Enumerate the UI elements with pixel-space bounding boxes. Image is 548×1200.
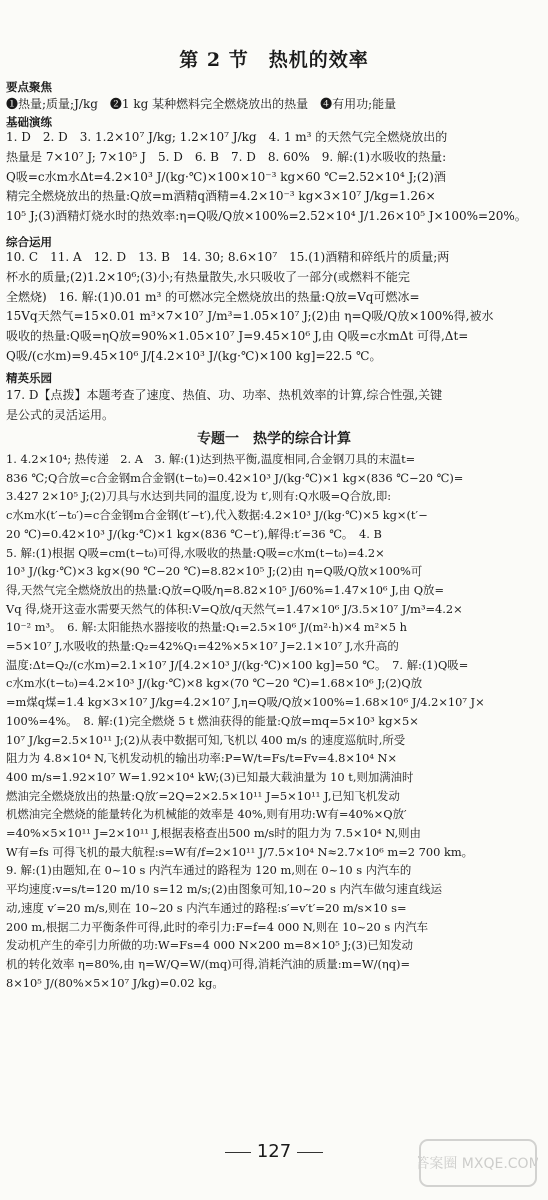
topic-title: 专题一 热学的综合计算	[197, 431, 351, 447]
page-number-left-dash	[225, 1152, 251, 1153]
key-points-heading: 要点聚焦	[6, 80, 52, 94]
watermark-icon	[418, 1138, 538, 1188]
page-number-right-dash	[297, 1152, 323, 1153]
page-number-value: 127	[256, 1141, 292, 1162]
basic-practice-heading: 基础演练	[6, 115, 52, 129]
elite-text: 17. D【点拨】本题考查了速度、热值、功、功率、热机效率的计算,综合性强,关键 是公式的灵活运用。	[6, 388, 443, 422]
basic-practice-text: 1. D 2. D 3. 1.2×10⁷ J/kg; 1.2×10⁷ J/kg 4. 1 m³ 的天然气完全燃烧放出的 热量是 7×10⁷ J; 7×10⁵ J 5. D 6. B 7. D 8. 60% 9. 解:(1)水吸收的热量: Q吸=c水m水Δt=4.2×10³ J/(kg·℃)×100×10⁻³ kg×60 ℃=2.52×10⁴ J;(2)酒 精完全燃烧放出的热量:Q放=m酒精q酒精=4.2×10⁻³ kg×3×10⁷ J/kg=1.26× 10⁵ J;(3)酒精灯烧水时的热效率:η=Q吸/Q放×100%=2.52×10⁴ J/1.26×10⁵ J×100%=20%。	[6, 130, 527, 224]
elite-heading: 精英乐园	[6, 371, 52, 385]
section-title: 第 2 节 热机的效率	[179, 49, 369, 71]
comprehensive-text: 10. C 11. A 12. D 13. B 14. 30; 8.6×10⁷ 15.(1)酒精和碎纸片的质量;两 杯水的质量;(2)1.2×10⁶;(3)小;有热量散失,水只吸收了一部分(或燃料不能完 全燃烧) 16. 解:(1)0.01 m³ 的可燃冰完全燃烧放出的热量:Q放=Vq可燃冰= 15Vq天然气=15×0.01 m³×7×10⁷ J/m³=1.05×10⁷ J;(2)由 η=Q吸/Q放×100%得,被水 吸收的热量:Q吸=ηQ放=90%×1.05×10⁷ J=9.45×10⁶ J,由 Q吸=c水mΔt 可得,Δt= Q吸/(c水m)=9.45×10⁶ J/[4.2×10³ J/(kg·℃)×100 kg]=22.5 ℃。	[6, 250, 494, 363]
comprehensive-heading: 综合运用	[6, 235, 52, 249]
watermark-text: 答案圈 MXQE.COM	[418, 1156, 538, 1172]
key-points-text: ❶热量;质量;J/kg ❷1 kg 某种燃料完全燃烧放出的热量 ❹有用功;能量	[6, 97, 397, 111]
watermark-logo	[418, 1138, 538, 1192]
topic-answers-text: 1. 4.2×10⁴; 热传递 2. A 3. 解:(1)达到热平衡,温度相同,合金钢刀具的末温t= 836 ℃;Q合放=c合金钢m合金钢(t−t₀)=0.42×10³ J/(kg·℃)×1 kg×(836 ℃−20 ℃)= 3.427 2×10⁵ J;(2)刀具与水达到共同的温度,设为 t′,则有:Q水吸=Q合放,即: c水m水(t′−t₀′)=c合金钢m合金钢(t′−t′),代入数据:4.2×10³ J/(kg·℃)×5 kg×(t′− 20 ℃)=0.42×10³ J/(kg·℃)×1 kg×(836 ℃−t′),解得:t′=36 ℃。 4. B 5. 解:(1)根据 Q吸=cm(t−t₀)可得,水吸收的热量:Q吸=c水m(t−t₀)=4.2× 10³ J/(kg·℃)×3 kg×(90 ℃−20 ℃)=8.82×10⁵ J;(2)由 η=Q吸/Q放×100%可 得,天然气完全燃烧放出的热量:Q放=Q吸/η=8.82×10⁵ J/60%=1.47×10⁶ J,由 Q放= Vq 得,烧开这壶水需要天然气的体积:V=Q放/q天然气=1.47×10⁶ J/3.5×10⁷ J/m³=4.2× 10⁻² m³。 6. 解:太阳能热水器接收的热量:Q₁=2.5×10⁶ J/(m²·h)×4 m²×5 h =5×10⁷ J,水吸收的热量:Q₂=42%Q₁=42%×5×10⁷ J=2.1×10⁷ J,水升高的 温度:Δt=Q₂/(c水m)=2.1×10⁷ J/[4.2×10³ J/(kg·℃)×100 kg]=50 ℃。 7. 解:(1)Q吸= c水m水(t−t₀)=4.2×10³ J/(kg·℃)×8 kg×(70 ℃−20 ℃)=1.68×10⁶ J;(2)Q放 =m煤q煤=1.4 kg×3×10⁷ J/kg=4.2×10⁷ J,η=Q吸/Q放×100%=1.68×10⁶ J/4.2×10⁷ J× 100%=4%。 8. 解:(1)完全燃烧 5 t 燃油获得的能量:Q放=mq=5×10³ kg×5× 10⁷ J/kg=2.5×10¹¹ J;(2)从表中数据可知,飞机以 400 m/s 的速度巡航时,所受 阻力为 4.8×10⁴ N,飞机发动机的输出功率:P=W/t=Fs/t=Fv=4.8×10⁴ N× 400 m/s=1.92×10⁷ W=1.92×10⁴ kW;(3)已知最大载油量为 10 t,则加满油时 燃油完全燃烧放出的热量:Q放′=2Q=2×2.5×10¹¹ J=5×10¹¹ J,已知飞机发动 机燃油完全燃烧的能量转化为机械能的效率是 40%,则有用功:W有=40%×Q放′ =40%×5×10¹¹ J=2×10¹¹ J,根据表格查出500 m/s时的阻力为 7.5×10⁴ N,则由 W有=fs 可得飞机的最大航程:s=W有/f=2×10¹¹ J/7.5×10⁴ N≈2.7×10⁶ m=2 700 km。 9. 解:(1)由题知,在 0~10 s 内汽车通过的路程为 120 m,则在 0~10 s 内汽车的 平均速度:v=s/t=120 m/10 s=12 m/s;(2)由图象可知,10~20 s 内汽车做匀速直线运 动,速度 v′=20 m/s,则在 10~20 s 内汽车通过的路程:s′=v′t′=20 m/s×10 s= 200 m,根据二力平衡条件可得,此时的牵引力:F=f=4 000 N,则在 10~20 s 内汽车 发动机产生的牵引力所做的功:W=Fs=4 000 N×200 m=8×10⁵ J;(3)已知发动 机的转化效率 η=80%,由 η=W/Q=W/(mq)可得,消耗汽油的质量:m=W/(ηq)= 8×10⁵ J/(80%×5×10⁷ J/kg)=0.02 kg。	[6, 452, 485, 990]
